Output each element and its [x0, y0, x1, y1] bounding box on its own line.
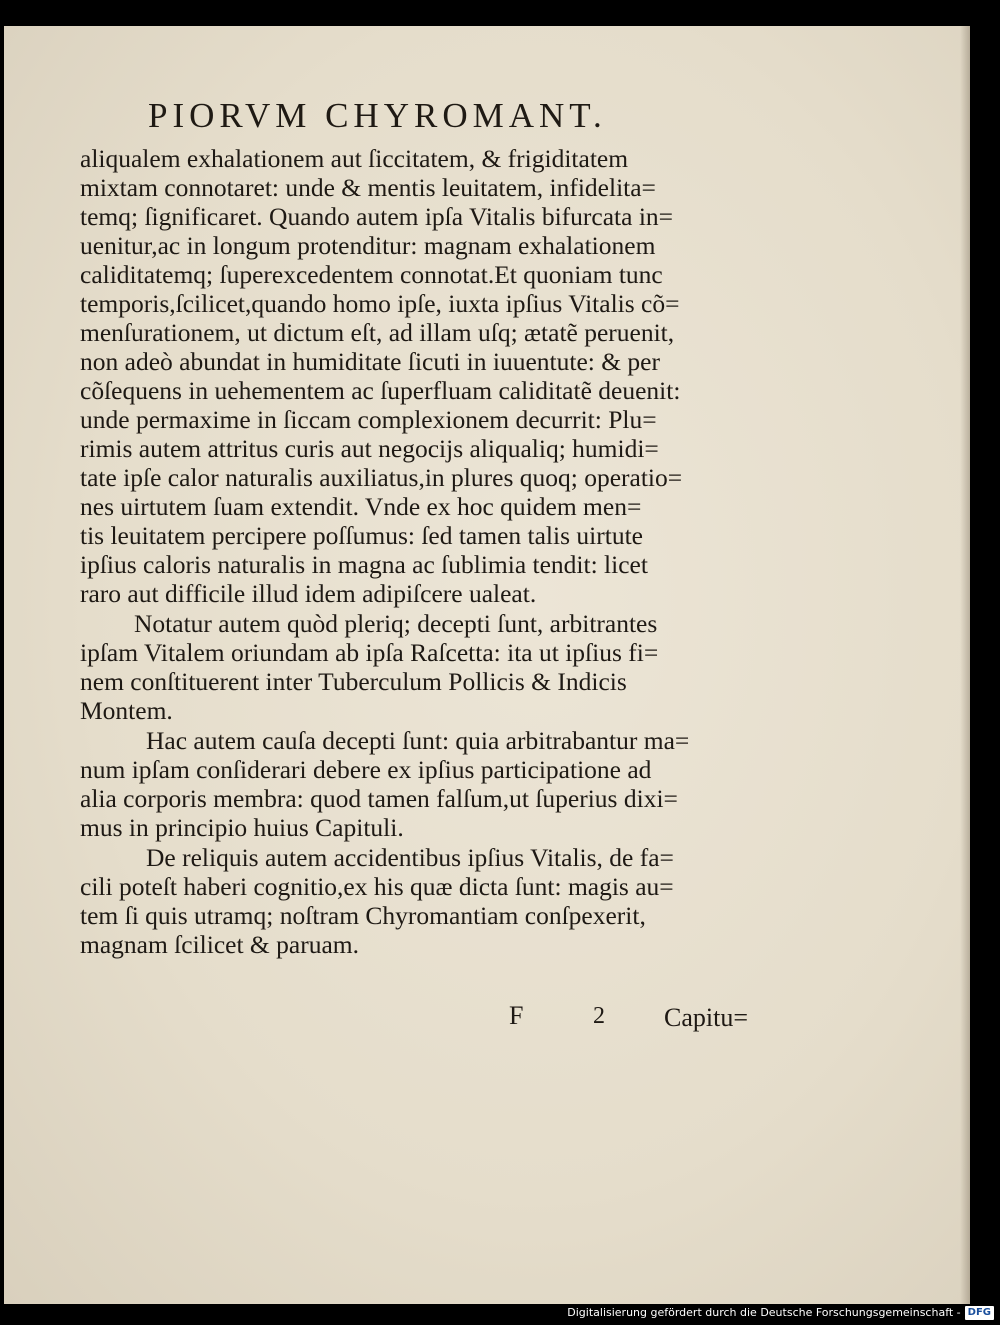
text-line: menſurationem, ut dictum eſt, ad illam uſq; ætatẽ peruenit,	[80, 318, 675, 347]
text-line: non adeò abundat in humiditate ſicuti in iuuentute: & per	[80, 347, 660, 376]
text-line: ipſius caloris naturalis in magna ac ſublimia tendit: licet	[80, 550, 648, 579]
text-line: tem ſi quis utramq; noſtram Chyromantiam conſpexerit,	[80, 901, 646, 930]
text-line: mus in principio huius Capituli.	[80, 813, 404, 842]
signature-mark: F	[509, 1001, 524, 1030]
text-line: mixtam connotaret: unde & mentis leuitatem, infidelita=	[80, 173, 656, 202]
text-line: uenitur,ac in longum protenditur: magnam exhalationem	[80, 231, 656, 260]
text-line: cõſequens in uehementem ac ſuperfluam caliditatẽ deuenit:	[80, 376, 681, 405]
text-line: magnam ſcilicet & paruam.	[80, 930, 359, 959]
text-line: rimis autem attritus curis aut negocijs aliqualiq; humidi=	[80, 434, 659, 463]
text-line: temq; ſignificaret. Quando autem ipſa Vitalis bifurcata in=	[80, 202, 674, 231]
text-line: temporis,ſcilicet,quando homo ipſe, iuxta ipſius Vitalis cõ=	[80, 289, 680, 318]
catchword: Capitu=	[664, 1003, 748, 1032]
running-head: PIORVM CHYROMANT.	[148, 96, 607, 135]
text-line: De reliquis autem accidentibus ipſius Vitalis, de fa=	[146, 843, 674, 872]
text-line: unde permaxime in ſiccam complexionem decurrit: Plu=	[80, 405, 657, 434]
text-line: Hac autem cauſa decepti ſunt: quia arbitrabantur ma=	[146, 726, 690, 755]
text-line: ipſam Vitalem oriundam ab ipſa Raſcetta: ita ut ipſius fi=	[80, 638, 659, 667]
text-line: Montem.	[80, 696, 173, 725]
text-line: cili poteſt haberi cognitio,ex his quæ dicta ſunt: magis au=	[80, 872, 674, 901]
funding-credit-text: Digitalisierung gefördert durch die Deutsche Forschungsgemeinschaft -	[567, 1306, 961, 1319]
dfg-logo: DFG	[965, 1306, 994, 1320]
text-line: tis leuitatem percipere poſſumus: ſed tamen talis uirtute	[80, 521, 643, 550]
text-line: nes uirtutem ſuam extendit. Vnde ex hoc quidem men=	[80, 492, 642, 521]
book-page	[4, 26, 970, 1304]
signature-number: 2	[593, 1003, 605, 1029]
text-line: nem conſtituerent inter Tuberculum Pollicis & Indicis	[80, 667, 627, 696]
text-line: Notatur autem quòd pleriq; decepti ſunt, arbitrantes	[134, 609, 658, 638]
text-line: caliditatemq; ſuperexcedentem connotat.Et quoniam tunc	[80, 260, 663, 289]
text-line: tate ipſe calor naturalis auxiliatus,in plures quoq; operatio=	[80, 463, 683, 492]
text-line: num ipſam conſiderari debere ex ipſius participatione ad	[80, 755, 652, 784]
footer-credit	[567, 1304, 994, 1321]
text-line: alia corporis membra: quod tamen falſum,ut ſuperius dixi=	[80, 784, 678, 813]
text-line: raro aut difficile illud idem adipiſcere ualeat.	[80, 579, 537, 608]
text-line: aliqualem exhalationem aut ſiccitatem, & frigiditatem	[80, 144, 629, 173]
